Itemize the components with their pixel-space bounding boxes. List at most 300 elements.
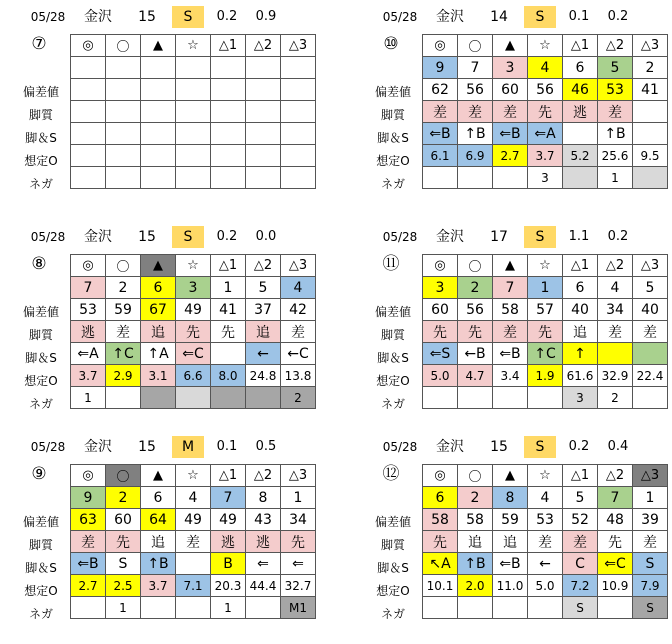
- grid-cell: [281, 145, 316, 167]
- grid-cell: ⇐: [246, 553, 281, 575]
- race-venue: 金沢: [84, 9, 112, 25]
- value-1: 0.1: [568, 9, 590, 24]
- leg-speed-row: [71, 123, 316, 145]
- grid-cell: 25.6: [598, 145, 633, 167]
- grid-cell: 2: [106, 487, 141, 509]
- row-label: 脚質: [380, 538, 405, 552]
- grid-cell: 56: [458, 299, 493, 321]
- grid-cell: [246, 101, 281, 123]
- mark-header-cell: 〇: [106, 255, 141, 277]
- field-count: 15: [138, 9, 156, 25]
- value-2: 0.9: [255, 9, 277, 24]
- grade-badge: S: [172, 226, 204, 248]
- grid-cell: [458, 387, 493, 409]
- mark-header-cell: ☆: [528, 255, 563, 277]
- grid-cell: S: [633, 553, 668, 575]
- grid-cell: 逃: [563, 101, 598, 123]
- grid-cell: [281, 101, 316, 123]
- row-label: 脚＆S: [25, 561, 57, 575]
- value-2: 0.0: [255, 229, 277, 244]
- grid-cell: 58: [493, 299, 528, 321]
- grid-cell: 3: [176, 277, 211, 299]
- grid-cell: 4: [281, 277, 316, 299]
- grid-cell: 追: [141, 531, 176, 553]
- grid-cell: 先: [423, 531, 458, 553]
- grid-cell: [633, 101, 668, 123]
- grid-cell: [211, 387, 246, 409]
- grid-cell: [176, 123, 211, 145]
- grid-cell: 11.0: [493, 575, 528, 597]
- row-label: 脚＆S: [377, 351, 409, 365]
- panel-header: [370, 434, 670, 456]
- row-label: 想定O: [24, 584, 58, 598]
- value-1: 0.1: [216, 439, 238, 454]
- grade-badge: M: [172, 436, 204, 458]
- grid-cell: 差: [71, 531, 106, 553]
- grid-cell: 60: [423, 299, 458, 321]
- grid-cell: ⇐A: [71, 343, 106, 365]
- horse-number-row: [423, 487, 668, 509]
- horse-number-row: [423, 277, 668, 299]
- row-label: 偏差値: [374, 515, 411, 529]
- grid-cell: 6.6: [176, 365, 211, 387]
- pick-grid: [70, 464, 316, 619]
- grid-cell: 5.0: [528, 575, 563, 597]
- grid-cell: [246, 57, 281, 79]
- mark-header-row: [423, 255, 668, 277]
- grid-cell: [141, 79, 176, 101]
- mark-header-cell: △3: [633, 255, 668, 277]
- grid-cell: 60: [106, 509, 141, 531]
- pick-grid: [422, 254, 668, 409]
- grid-cell: 6.1: [423, 145, 458, 167]
- row-label: 想定O: [24, 374, 58, 388]
- grid-cell: [211, 101, 246, 123]
- row-label: 脚＆S: [377, 131, 409, 145]
- value-2: 0.4: [607, 439, 629, 454]
- running-style-row: [71, 321, 316, 343]
- row-label: ネガ: [380, 397, 405, 411]
- grid-cell: 34: [598, 299, 633, 321]
- grid-cell: [633, 343, 668, 365]
- race-number: ⑧: [31, 254, 47, 274]
- grid-cell: 4: [528, 487, 563, 509]
- field-count: 15: [138, 229, 156, 245]
- grid-cell: 4: [176, 487, 211, 509]
- value-2: 0.2: [607, 9, 629, 24]
- running-style-row: [423, 101, 668, 123]
- grid-cell: [71, 145, 106, 167]
- row-label: 脚質: [380, 108, 405, 122]
- grid-cell: [106, 145, 141, 167]
- grid-cell: 2: [458, 487, 493, 509]
- grid-cell: ⇐A: [528, 123, 563, 145]
- grid-cell: 4.7: [458, 365, 493, 387]
- pick-grid: [70, 254, 316, 409]
- grid-cell: 9.5: [633, 145, 668, 167]
- grid-cell: 59: [493, 509, 528, 531]
- grid-cell: [211, 57, 246, 79]
- grid-cell: [106, 167, 141, 189]
- mark-header-cell: ◎: [71, 255, 106, 277]
- negative-row: [423, 597, 668, 619]
- race-number: ⑩: [383, 34, 399, 54]
- panel-header: [370, 224, 670, 246]
- grid-cell: 6: [563, 57, 598, 79]
- mark-header-row: [71, 465, 316, 487]
- grid-cell: 7.1: [176, 575, 211, 597]
- deviation-row: [423, 509, 668, 531]
- grid-cell: ↑A: [141, 343, 176, 365]
- grid-cell: 39: [633, 509, 668, 531]
- grid-cell: 40: [633, 299, 668, 321]
- grid-cell: 5: [598, 57, 633, 79]
- race-date: 05/28: [382, 440, 418, 454]
- grid-cell: ⇐B: [493, 553, 528, 575]
- grid-cell: [211, 167, 246, 189]
- grid-cell: 9: [423, 57, 458, 79]
- grid-cell: ⇐B: [423, 123, 458, 145]
- grid-cell: [176, 553, 211, 575]
- grid-cell: ↑B: [141, 553, 176, 575]
- grid-cell: 2.0: [458, 575, 493, 597]
- panel-header: [18, 224, 318, 246]
- grid-cell: 40: [563, 299, 598, 321]
- mark-header-cell: △3: [633, 35, 668, 57]
- grid-cell: 6: [563, 277, 598, 299]
- leg-speed-row: [71, 553, 316, 575]
- grid-cell: S: [563, 597, 598, 619]
- mark-header-cell: ▲: [141, 255, 176, 277]
- grid-cell: 6.9: [458, 145, 493, 167]
- mark-header-row: [423, 465, 668, 487]
- grid-cell: 7.2: [563, 575, 598, 597]
- mark-header-cell: ☆: [528, 35, 563, 57]
- race-panel: [18, 4, 318, 214]
- grid-cell: [633, 387, 668, 409]
- grid-cell: [141, 123, 176, 145]
- value-1: 0.2: [216, 9, 238, 24]
- grid-cell: [458, 167, 493, 189]
- grid-cell: ←C: [281, 343, 316, 365]
- grid-cell: 5.2: [563, 145, 598, 167]
- mark-header-cell: ☆: [176, 465, 211, 487]
- grid-cell: 追: [493, 531, 528, 553]
- grid-cell: 37: [246, 299, 281, 321]
- deviation-row: [423, 299, 668, 321]
- row-label: ネガ: [28, 607, 53, 621]
- grid-cell: 62: [423, 79, 458, 101]
- grid-cell: 差: [176, 531, 211, 553]
- grid-cell: [493, 387, 528, 409]
- race-venue: 金沢: [84, 229, 112, 245]
- grid-cell: [633, 123, 668, 145]
- grid-cell: 差: [493, 101, 528, 123]
- deviation-row: [71, 79, 316, 101]
- race-date: 05/28: [30, 440, 66, 454]
- grid-cell: 差: [423, 101, 458, 123]
- grid-cell: 3: [528, 167, 563, 189]
- row-label: 脚＆S: [377, 561, 409, 575]
- grid-cell: 1: [281, 487, 316, 509]
- grid-cell: 3: [563, 387, 598, 409]
- grid-cell: [458, 597, 493, 619]
- row-label: 脚質: [28, 108, 53, 122]
- row-label: 偏差値: [374, 305, 411, 319]
- grid-cell: 7: [211, 487, 246, 509]
- deviation-row: [423, 79, 668, 101]
- grid-cell: 追: [458, 531, 493, 553]
- grid-cell: 1: [106, 597, 141, 619]
- race-panel: [18, 434, 318, 644]
- mark-header-cell: ▲: [141, 35, 176, 57]
- grid-cell: 7: [493, 277, 528, 299]
- grid-cell: 57: [528, 299, 563, 321]
- grid-cell: ←: [246, 343, 281, 365]
- grid-cell: 3.1: [141, 365, 176, 387]
- pick-grid: [422, 34, 668, 189]
- grid-cell: 42: [281, 299, 316, 321]
- grid-cell: [106, 387, 141, 409]
- grid-cell: 2: [106, 277, 141, 299]
- grid-cell: 32.7: [281, 575, 316, 597]
- grid-cell: 逃: [246, 531, 281, 553]
- value-2: 0.5: [255, 439, 277, 454]
- grid-cell: 58: [458, 509, 493, 531]
- odds-row: [71, 365, 316, 387]
- grid-cell: 22.4: [633, 365, 668, 387]
- grid-cell: 8: [246, 487, 281, 509]
- grid-cell: 59: [106, 299, 141, 321]
- grid-cell: 差: [458, 101, 493, 123]
- grid-cell: 24.8: [246, 365, 281, 387]
- mark-header-cell: ◎: [423, 35, 458, 57]
- mark-header-cell: △3: [281, 465, 316, 487]
- grid-cell: [493, 597, 528, 619]
- grid-cell: [176, 597, 211, 619]
- grid-cell: [176, 145, 211, 167]
- race-date: 05/28: [382, 10, 418, 24]
- negative-row: [71, 597, 316, 619]
- grid-cell: 20.3: [211, 575, 246, 597]
- running-style-row: [71, 101, 316, 123]
- grid-cell: 差: [563, 531, 598, 553]
- leg-speed-row: [71, 343, 316, 365]
- panel-header: [370, 4, 670, 26]
- mark-header-row: [71, 35, 316, 57]
- row-label: 偏差値: [374, 85, 411, 99]
- value-1: 0.2: [568, 439, 590, 454]
- race-venue: 金沢: [436, 9, 464, 25]
- grid-cell: ↑B: [458, 123, 493, 145]
- grid-cell: 7: [71, 277, 106, 299]
- mark-header-cell: 〇: [458, 465, 493, 487]
- mark-header-cell: ▲: [141, 465, 176, 487]
- grid-cell: 7: [598, 487, 633, 509]
- mark-header-cell: ☆: [176, 255, 211, 277]
- grid-cell: [176, 57, 211, 79]
- grid-cell: 10.1: [423, 575, 458, 597]
- field-count: 15: [490, 439, 508, 455]
- grid-cell: [246, 79, 281, 101]
- grid-cell: 先: [106, 531, 141, 553]
- grid-cell: 先: [528, 321, 563, 343]
- row-label: 偏差値: [22, 305, 59, 319]
- grid-cell: 2: [458, 277, 493, 299]
- row-label: 想定O: [376, 154, 410, 168]
- grid-cell: ⇐C: [176, 343, 211, 365]
- grade-badge: S: [524, 6, 556, 28]
- mark-header-cell: △1: [211, 35, 246, 57]
- grid-cell: ↖A: [423, 553, 458, 575]
- grid-cell: 5.0: [423, 365, 458, 387]
- grid-cell: 44.4: [246, 575, 281, 597]
- grid-cell: [281, 167, 316, 189]
- horse-number-row: [71, 277, 316, 299]
- pick-grid: [70, 34, 316, 189]
- grid-cell: [423, 597, 458, 619]
- field-count: 17: [490, 229, 508, 245]
- grid-cell: 9: [71, 487, 106, 509]
- mark-header-cell: △2: [246, 35, 281, 57]
- grid-cell: [211, 79, 246, 101]
- grid-cell: ↑B: [458, 553, 493, 575]
- horse-number-row: [71, 57, 316, 79]
- race-panel: [370, 4, 670, 214]
- mark-header-cell: △1: [563, 35, 598, 57]
- value-1: 1.1: [568, 229, 590, 244]
- grid-cell: [598, 343, 633, 365]
- grid-cell: 2.7: [493, 145, 528, 167]
- grid-cell: ⇐C: [598, 553, 633, 575]
- grid-cell: [141, 387, 176, 409]
- grid-cell: ⇐S: [423, 343, 458, 365]
- race-date: 05/28: [30, 10, 66, 24]
- grid-cell: [71, 101, 106, 123]
- grid-cell: [528, 387, 563, 409]
- grid-cell: 3.7: [528, 145, 563, 167]
- negative-row: [71, 167, 316, 189]
- grid-cell: [246, 167, 281, 189]
- odds-row: [423, 575, 668, 597]
- grid-cell: [141, 597, 176, 619]
- race-date: 05/28: [30, 230, 66, 244]
- grid-cell: [598, 597, 633, 619]
- row-label: ネガ: [380, 177, 405, 191]
- grid-cell: ⇐B: [493, 343, 528, 365]
- odds-row: [71, 145, 316, 167]
- grid-cell: [71, 57, 106, 79]
- value-2: 0.2: [607, 229, 629, 244]
- grid-cell: 5: [246, 277, 281, 299]
- negative-row: [423, 167, 668, 189]
- panel-header: [18, 434, 318, 456]
- grid-cell: 13.8: [281, 365, 316, 387]
- negative-row: [71, 387, 316, 409]
- grid-cell: [141, 167, 176, 189]
- grid-cell: 先: [458, 321, 493, 343]
- grid-cell: 2.5: [106, 575, 141, 597]
- race-venue: 金沢: [84, 439, 112, 455]
- row-label: 想定O: [376, 584, 410, 598]
- mark-header-cell: 〇: [458, 255, 493, 277]
- row-label: 想定O: [24, 154, 58, 168]
- odds-row: [423, 365, 668, 387]
- grid-cell: 差: [598, 321, 633, 343]
- grid-cell: 差: [528, 531, 563, 553]
- grid-cell: 先: [211, 321, 246, 343]
- grid-cell: [106, 123, 141, 145]
- grid-cell: 52: [563, 509, 598, 531]
- grid-cell: [141, 57, 176, 79]
- field-count: 14: [490, 9, 508, 25]
- grid-cell: 1: [633, 487, 668, 509]
- grid-cell: [106, 79, 141, 101]
- grid-cell: 4: [598, 277, 633, 299]
- odds-row: [423, 145, 668, 167]
- mark-header-cell: △3: [281, 255, 316, 277]
- grid-cell: 先: [176, 321, 211, 343]
- grid-cell: ←B: [458, 343, 493, 365]
- mark-header-row: [71, 255, 316, 277]
- grid-cell: 6: [141, 277, 176, 299]
- deviation-row: [71, 509, 316, 531]
- grid-cell: 先: [281, 531, 316, 553]
- grid-cell: 差: [493, 321, 528, 343]
- grid-cell: B: [211, 553, 246, 575]
- grid-cell: 49: [176, 299, 211, 321]
- grid-cell: 先: [598, 531, 633, 553]
- grade-badge: S: [172, 6, 204, 28]
- grid-cell: 差: [633, 321, 668, 343]
- grid-cell: ↑C: [106, 343, 141, 365]
- grid-cell: [633, 167, 668, 189]
- grade-badge: S: [524, 436, 556, 458]
- mark-header-cell: △2: [598, 255, 633, 277]
- grid-cell: 5: [563, 487, 598, 509]
- running-style-row: [423, 321, 668, 343]
- grid-cell: [176, 79, 211, 101]
- row-label: 脚＆S: [25, 351, 57, 365]
- leg-speed-row: [423, 123, 668, 145]
- grid-cell: 6: [423, 487, 458, 509]
- grid-cell: 63: [71, 509, 106, 531]
- grid-cell: [281, 123, 316, 145]
- grid-cell: 2.7: [71, 575, 106, 597]
- race-number: ⑦: [31, 34, 47, 54]
- grid-cell: [176, 167, 211, 189]
- mark-header-cell: △2: [598, 465, 633, 487]
- race-panel: [370, 434, 670, 644]
- row-label: ネガ: [28, 177, 53, 191]
- grid-cell: 53: [598, 79, 633, 101]
- grid-cell: ←: [528, 553, 563, 575]
- grid-cell: 49: [211, 509, 246, 531]
- grid-cell: 先: [528, 101, 563, 123]
- grid-cell: ↑B: [598, 123, 633, 145]
- grid-cell: 4: [528, 57, 563, 79]
- grid-cell: 逃: [211, 531, 246, 553]
- grid-cell: 追: [563, 321, 598, 343]
- grid-cell: S: [106, 553, 141, 575]
- grid-cell: 8.0: [211, 365, 246, 387]
- panel-header: [18, 4, 318, 26]
- grid-cell: 差: [633, 531, 668, 553]
- grid-cell: [71, 123, 106, 145]
- mark-header-row: [423, 35, 668, 57]
- mark-header-cell: ▲: [493, 255, 528, 277]
- field-count: 15: [138, 439, 156, 455]
